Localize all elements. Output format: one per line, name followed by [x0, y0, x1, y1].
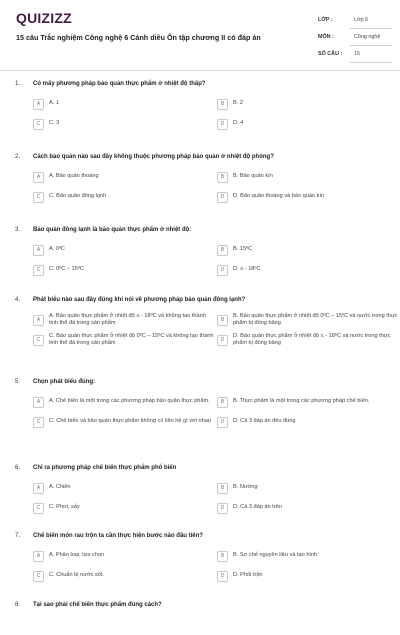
question-6: 6. Chỉ ra phương pháp chế biến thực phẩm phổ biến A A. Chiên B B. Nướng C C. Phơi, sấy D D. Cả 3 đáp án trên [0, 458, 400, 526]
meta-question-count: SỐ CÂU : 15 [316, 48, 392, 65]
option-a[interactable]: A A. 1 [33, 96, 215, 112]
option-b[interactable]: B B. Thực phẩm là một trong các phương pháp chế biến. [217, 394, 399, 410]
meta-class: LỚP : Lớp 6 [316, 14, 392, 31]
option-c[interactable]: C C. Bảo quản thực phẩm ở nhiệt độ 0ºC – 15ºC và không tạo thành tinh thể đá trong sản phẩm [33, 332, 215, 348]
question-8: 8. Tại sao phải chế biến thực phẩm đúng cách? [0, 595, 400, 635]
option-c[interactable]: C C. Bảo quản đông lạnh [33, 189, 215, 205]
option-a[interactable]: A A. Bảo quản thực phẩm ở nhiệt độ ≤ - 18ºC và không tạo thành tinh thể đá trong sản phẩm [33, 312, 215, 328]
option-a[interactable]: A A. Chế biến là một trong các phương pháp bảo quản thực phẩm. [33, 394, 215, 410]
option-b[interactable]: B B. Sơ chế nguyên liệu và tạo hình [217, 548, 399, 564]
question-2: 2. Cách bảo quản nào sau đây không thuộc phương pháp bảo quản ở nhiệt độ phòng? A A. Bảo quản thoáng B B. Bảo quản kín C C. Bảo quản đông lạnh D D. Bảo quản thoáng và bảo quản kín [0, 147, 400, 220]
option-b[interactable]: B B. 15ºC [217, 242, 399, 258]
quizizz-logo: QUIZIZZ [16, 10, 72, 26]
question-text: Chế biến món rau trộn ta cần thực hiện bước nào đầu tiên? [33, 533, 203, 539]
option-a[interactable]: A A. 0ºC [33, 242, 215, 258]
option-b[interactable]: B B. Bảo quản kín [217, 169, 399, 185]
option-d[interactable]: D D. ≤ - 18ºC [217, 262, 399, 278]
question-text: Chỉ ra phương pháp chế biến thực phẩm phổ biến [33, 465, 177, 471]
question-7: 7. Chế biến món rau trộn ta cần thực hiện bước nào đầu tiên? A A. Phân loại, lựa chọn B B. Sơ chế nguyên liệu và tạo hình C C. Chuẩn bị nước sốt. D D. Phối trộn [0, 526, 400, 595]
option-b[interactable]: B B. Nướng [217, 480, 399, 496]
option-d[interactable]: D D. Bảo quản thoáng và bảo quản kín [217, 189, 399, 205]
option-c[interactable]: C C. Chuẩn bị nước sốt. [33, 568, 215, 584]
option-a[interactable]: A A. Bảo quản thoáng [33, 169, 215, 185]
option-c[interactable]: C C. 3 [33, 116, 215, 132]
option-d[interactable]: D D. 4 [217, 116, 399, 132]
question-4: 4. Phát biểu nào sau đây đúng khi nói về phương pháp bảo quản đông lạnh? A A. Bảo quản thực phẩm ở nhiệt độ ≤ - 18ºC và không tạo thành tinh thể đá trong sản phẩm B B. Bảo quản thực phẩm ở nhiệt độ 0ºC – 15ºC và nước trong thực phẩm bị đóng băng C C. Bảo quản thực phẩm ở nhiệt độ 0ºC – 15ºC và không tạo thành tinh thể đá trong sản phẩm D D. Bảo quản thực phẩm ở nhiệt độ ≤ - 18ºC và nước trong thực phẩm bị đóng băng [15, 297, 398, 346]
option-a[interactable]: A A. Chiên [33, 480, 215, 496]
question-5: 5. Chọn phát biểu đúng: A A. Chế biến là một trong các phương pháp bảo quản thực phẩm. B B. Thực phẩm là một trong các phương pháp chế biến. C C. Chế biến và bảo quản thực phẩm không có liên hệ gì với nhau D D. Cả 3 đáp án đều đúng [0, 372, 400, 458]
option-d[interactable]: D D. Bảo quản thực phẩm ở nhiệt độ ≤ - 18ºC và nước trong thực phẩm bị đóng băng [217, 332, 399, 348]
question-text: Bảo quản đông lạnh là bảo quản thực phẩm ở nhiệt độ: [33, 227, 192, 233]
option-b[interactable]: B B. Bảo quản thực phẩm ở nhiệt độ 0ºC – 15ºC và nước trong thực phẩm bị đóng băng [217, 312, 399, 328]
question-1: 1. Có mấy phương pháp bảo quản thực phẩm ở nhiệt độ thấp? A A. 1 B B. 2 C C. 3 D D. 4 [0, 74, 400, 147]
page-title: 15 câu Trắc nghiệm Công nghệ 6 Cánh diều Ôn tập chương II có đáp án [16, 33, 261, 42]
question-text: Phát biểu nào sau đây đúng khi nói về phương pháp bảo quản đông lạnh? [33, 297, 246, 303]
option-c[interactable]: C C. Phơi, sấy [33, 500, 215, 516]
question-text: Có mấy phương pháp bảo quản thực phẩm ở nhiệt độ thấp? [33, 81, 206, 87]
option-c[interactable]: C C. 0ºC – 15ºC [33, 262, 215, 278]
meta-subject: MÔN : Công nghệ [316, 31, 392, 48]
question-text: Tại sao phải chế biến thực phẩm đúng cách? [33, 602, 162, 608]
option-d[interactable]: D D. Cả 3 đáp án trên [217, 500, 399, 516]
question-3: 3. Bảo quản đông lạnh là bảo quản thực phẩm ở nhiệt độ: A A. 0ºC B B. 15ºC C C. 0ºC – 15ºC D D. ≤ - 18ºC [0, 220, 400, 290]
option-b[interactable]: B B. 2 [217, 96, 399, 112]
option-c[interactable]: C C. Chế biến và bảo quản thực phẩm không có liên hệ gì với nhau [33, 414, 215, 430]
worksheet-header [0, 0, 400, 68]
worksheet-meta [316, 14, 392, 65]
question-text: Cách bảo quản nào sau đây không thuộc phương pháp bảo quản ở nhiệt độ phòng? [33, 154, 274, 160]
option-a[interactable]: A A. Phân loại, lựa chọn [33, 548, 215, 564]
option-d[interactable]: D D. Phối trộn [217, 568, 399, 584]
option-d[interactable]: D D. Cả 3 đáp án đều đúng [217, 414, 399, 430]
header-divider [0, 70, 400, 71]
question-list [0, 74, 400, 635]
question-text: Chọn phát biểu đúng: [33, 379, 95, 385]
